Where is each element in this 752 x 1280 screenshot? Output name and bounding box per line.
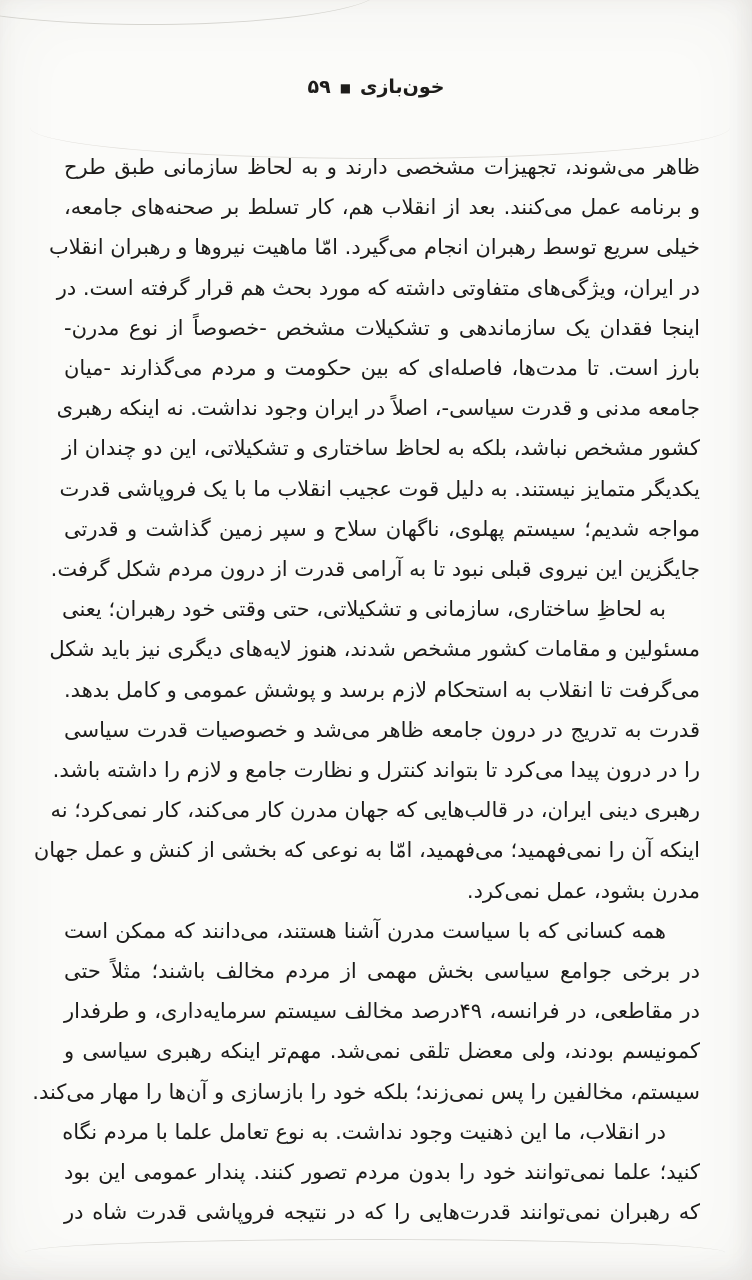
paragraph bbox=[64, 1112, 700, 1233]
text-line: در ایران، ویژگی‌های متفاوتی داشته که مورد بحث هم قرار گرفته است. در bbox=[56, 275, 700, 300]
page-number: ۵۹ bbox=[307, 76, 331, 98]
text-line: قدرت به تدریج در درون جامعه ظاهر می‌شد و خصوصیات قدرت سیاسی bbox=[64, 717, 700, 742]
paragraph bbox=[33, 589, 700, 911]
text-line: جامعه مدنی و قدرت سیاسی-، اصلاً در ایران وجود نداشت. نه اینکه رهبری bbox=[56, 396, 700, 421]
text-line: جایگزین این نیروی قبلی نبود تا به آرامی قدرت از درون مردم شکل گرفت. bbox=[50, 557, 700, 582]
text-line: که رهبران نمی‌توانند قدرت‌هایی را که در نتیجه فروپاشی قدرت شاه در bbox=[64, 1200, 700, 1225]
text-line: سیستم، مخالفین را پس نمی‌زند؛ بلکه خود را بازسازی و آن‌ها را مهار می‌کند. bbox=[32, 1079, 700, 1104]
text-line: در برخی جوامع سیاسی بخش مهمی از مردم مخالف باشند؛ مثلاً حتی bbox=[64, 959, 700, 984]
text-line: کمونیسم بودند، ولی معضل تلقی نمی‌شد. مهم‌تر اینکه رهبری سیاسی و bbox=[64, 1039, 700, 1064]
text-line: مواجه شدیم؛ سیستم پهلوی، ناگهان سلاح و سپر زمین گذاشت و قدرتی bbox=[64, 516, 700, 541]
text-line: رهبری دینی ایران، در قالب‌هایی که جهان مدرن کار می‌کند، کار نمی‌کرد؛ نه bbox=[50, 798, 700, 823]
text-line: بارز است. تا مدت‌ها، فاصله‌ای که بین حکومت و مردم می‌گذارند -میان bbox=[64, 356, 700, 381]
text-line: ظاهر می‌شوند، تجهیزات مشخصی دارند و به لحاظ سازمانی طبق طرح bbox=[64, 155, 700, 179]
text-line: در انقلاب، ما این ذهنیت وجود نداشت. به نوع تعامل علما با مردم نگاه bbox=[62, 1119, 666, 1144]
book-title: خون‌بازی bbox=[360, 76, 445, 98]
text-line: کنید؛ علما نمی‌توانند خود را بدون مردم تصور کنند. پندار عمومی این بود bbox=[64, 1160, 700, 1185]
running-head bbox=[0, 76, 752, 98]
text-line: را در درون پیدا می‌کرد تا بتواند کنترل و نظارت جامع و لازم را داشته باشد. bbox=[52, 758, 700, 783]
text-line: در مقاطعی، در فرانسه، ۴۹درصد مخالف سیستم سرمایه‌داری، و طرفدار bbox=[64, 999, 700, 1024]
text-line: اینکه آن را نمی‌فهمید؛ می‌فهمید، امّا به نوعی که بخشی از کنش و عمل جهان bbox=[33, 838, 700, 863]
text-line: کشور مشخص نباشد، بلکه به لحاظ ساختاری و تشکیلاتی، این دو چندان از bbox=[62, 436, 700, 461]
text-line: به لحاظِ ساختاری، سازمانی و تشکیلاتی، حتی وقتی خود رهبران؛ یعنی bbox=[61, 597, 666, 622]
paragraph bbox=[48, 147, 700, 589]
text-line: مدرن بشود، عمل نمی‌کرد. bbox=[466, 878, 700, 903]
scan-crease-top bbox=[0, 0, 380, 25]
text-line: می‌گرفت تا انقلاب به استحکام لازم برسد و پوشش عمومی و کامل بدهد. bbox=[64, 677, 700, 702]
text-line: اینجا فقدان یک سازماندهی و تشکیلات مشخص -خصوصاً از نوع مدرن- bbox=[64, 315, 700, 340]
page-body bbox=[32, 147, 700, 1232]
text-line: مسئولین و مقامات کشور مشخص شدند، هنوز لایه‌های دیگری نیز باید شکل bbox=[49, 637, 700, 662]
scan-crease-bottom bbox=[25, 1239, 725, 1266]
text-line: یکدیگر متمایز نیستند. به دلیل قوت عجیب انقلاب ما با یک فروپاشی قدرت bbox=[59, 476, 700, 501]
text-line: همه کسانی که با سیاست مدرن آشنا هستند، می‌دانند که ممکن است bbox=[64, 918, 666, 943]
separator-square-icon: ■ bbox=[339, 81, 352, 95]
text-line: خیلی سریع توسط رهبران انجام می‌گیرد. امّا ماهیت نیروها و رهبران انقلاب bbox=[48, 235, 700, 260]
paragraph bbox=[32, 911, 700, 1112]
text-line: و برنامه عمل می‌کنند. بعد از انقلاب هم، کار تسلط بر صحنه‌های جامعه، bbox=[64, 195, 700, 220]
